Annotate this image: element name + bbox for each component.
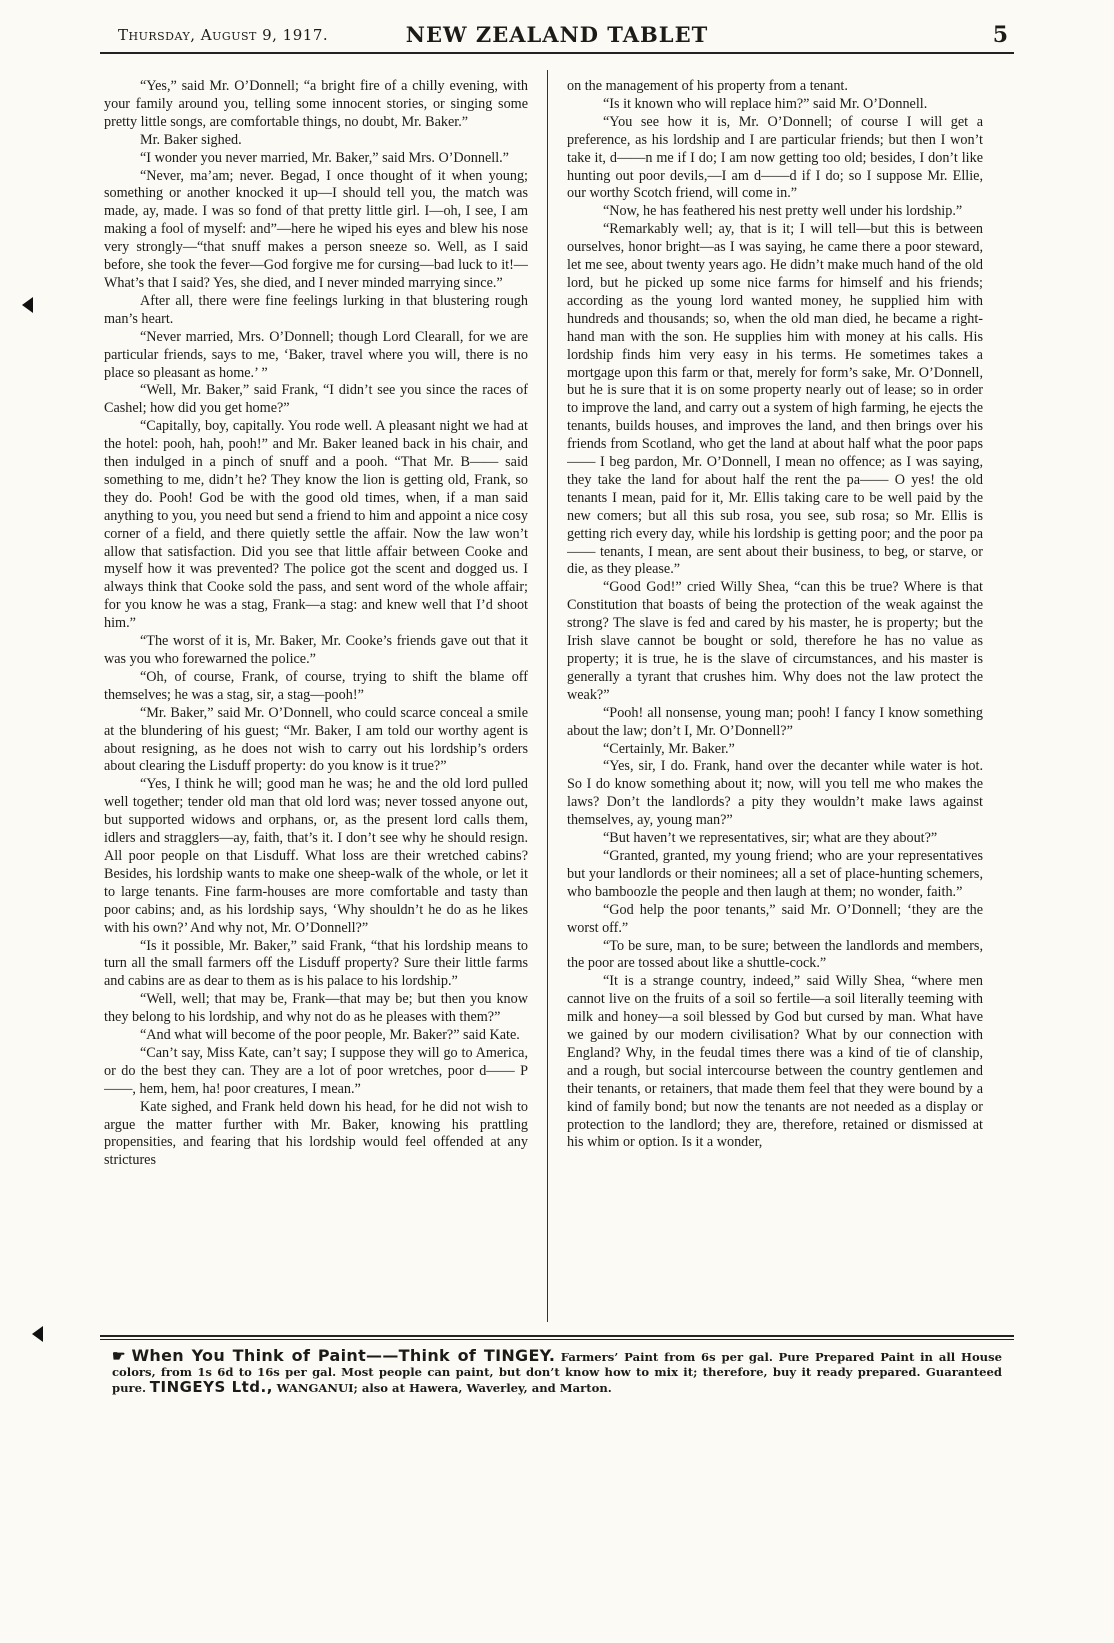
ad-headline-brand: Think of TINGEY. (398, 1346, 556, 1365)
paragraph: “The worst of it is, Mr. Baker, Mr. Cooke’s friends gave out that it was you who forewarned the police.” (104, 633, 528, 667)
paragraph: “Can’t say, Miss Kate, can’t say; I suppose they will go to America, or do the best they can. They are a lot of poor wretches, poor d—— P——, hem, hem, ha! poor creatures, I mean.” (104, 1044, 528, 1097)
paragraph: “Is it known who will replace him?” said Mr. O’Donnell. (603, 95, 928, 112)
ad-location: WANGANUI; also at Hawera, Waverley, and Marton. (276, 1381, 612, 1395)
paragraph: “Good God!” cried Willy Shea, “can this be true? Where is that Constitution that boasts of being the protection of the weak against the strong? The slave is fed and cared by his master, he is property; but the Irish slave cannot be bought or sold, therefore he has no value as property; it is true, he is the slave of circumstances, and his master is generally a tyrant that crushes him. Why does not the law protect the weak?” (567, 579, 983, 703)
paragraph: “But haven’t we representatives, sir; what are they about?” (603, 830, 938, 847)
margin-arrow-icon (22, 297, 33, 313)
paragraph: After all, there were fine feelings lurking in that blustering rough man’s heart. (104, 292, 528, 327)
paragraph: “Certainly, Mr. Baker.” (603, 740, 735, 757)
paragraph: “Granted, granted, my young friend; who are your representatives but your landlords or their nominees; all a set of place-hunting schemers, who bamboozle the people and then laugh at them; no wonder, faith.” (567, 847, 983, 900)
ad-tagline: Farmers’ Paint from 6s per gal. (560, 1350, 773, 1364)
ad-company: TINGEYS Ltd., (149, 1378, 273, 1396)
paragraph: Kate sighed, and Frank held down his head, for he did not wish to argue the matter further with Mr. Baker, knowing his prattling propensities, and fearing that his lordship would feel offended at any strictures (104, 1098, 528, 1169)
paragraph: “Yes,” said Mr. O’Donnell; “a bright fire of a chilly evening, with your family around you, telling some innocent stories, or singing some pretty little songs, are comfortable things, no doubt, Mr. Baker.” (104, 78, 528, 130)
paragraph: “God help the poor tenants,” said Mr. O’Donnell; ‘they are the worst off.” (567, 901, 983, 936)
paragraph: “Never married, Mrs. O’Donnell; though Lord Clearall, for we are particular friends, says to me, ‘Baker, travel where you will, there is no place so pleasant as home.’ ” (104, 328, 528, 381)
footer-rule (100, 1339, 1014, 1340)
paragraph: “Never, ma’am; never. Begad, I once thought of it when young; something or another knocked it up—I should tell you, the match was made, ay, made. I was so fond of that pretty little girl. I—oh, I see, I am making a fool of myself: and”—here he wiped his eyes and blew his nose very strongly—“that snuff makes a person sneeze so. Well, as I said before, she took the fever—God forgive me for cursing—bad luck to it!—What’s that I said? Yes, she died, and I never minded marrying since.” (104, 167, 528, 291)
issue-date: Thursday, August 9, 1917. (118, 26, 329, 44)
paragraph: “Well, well; that may be, Frank—that may be; but then you know they belong to his lordship, and why not do as he pleases with them?” (104, 991, 528, 1026)
paragraph: “Yes, I think he will; good man he was; he and the old lord pulled well together; tender old man that old lord was; never tossed anyone out, but supported widows and orphans, or, as the present lord calls them, idlers and stragglers—ay, faith, that’s it. I don’t see why he should resign. All poor people on that Lisduff. What loss are their wretched cabins? Besides, his lordship wants to make one sheep-walk of the whole, or let it to large tenants. Fine farm-houses are more comfortable and tasty than poor cabins; and, as his lordship says, ‘Why shouldn’t he do as he likes with his own?’ And why not, Mr. O’Donnell?” (104, 776, 528, 936)
page-number: 5 (992, 22, 1008, 48)
article-column-left (104, 78, 528, 1316)
publication-title: NEW ZEALAND TABLET (405, 22, 709, 47)
margin-arrow-icon (32, 1326, 43, 1342)
paragraph: “Pooh! all nonsense, young man; pooh! I fancy I know something about the law; don’t I, Mr. O’Donnell?” (567, 704, 983, 739)
pointing-hand-icon: ☛ (112, 1347, 126, 1365)
ad-body: Most people can paint, but don’t know how to mix it; therefore, buy it ready prepared. Guaranteed pure. (112, 1365, 1002, 1395)
paragraph: “I wonder you never married, Mr. Baker,” said Mrs. O’Donnell.” (140, 149, 509, 166)
paragraph: “Capitally, boy, capitally. You rode well. A pleasant night we had at the hotel: pooh, hah, pooh!” and Mr. Baker leaned back in his chair, and then indulged in a pinch of snuff and a pooh. “That Mr. B—— said something to me, didn’t he? They know the lion is getting old, Frank, so they do. Pooh! God be with the good old times, when, if a man said anything to you, you need but send a friend to him and appoint a nice cosy corner of a field, and there quietly settle the affair. Now the law won’t allow that satisfaction. Did you see that little affair between Cooke and myself how it was prevented? The police got the scent and dogged us. I always think that Cooke sold the pass, and sent word of the whole affair; for you know he was a stag, Frank—a stag: and knew well that I’d shoot him.” (104, 418, 528, 632)
paragraph: “Yes, sir, I do. Frank, hand over the decanter while water is hot. So I do know something about it; now, will you tell me who makes the laws? Don’t the landlords? a pity they wouldn’t make laws against themselves, ay, young man?” (567, 758, 983, 829)
paragraph: “Mr. Baker,” said Mr. O’Donnell, who could scarce conceal a smile at the blundering of his guest; “Mr. Baker, I am told our worthy agent is about resigning, as he does not wish to carry out his lordship’s orders about clearing the Lisduff property: do you know is it true?” (104, 704, 528, 775)
paragraph: “It is a strange country, indeed,” said Willy Shea, “where men cannot live on the fruits of a soil so fertile—a soil literally teeming with milk and honey—a soil blessed by God but cursed by man. What have we gained by our modern civilisation? What by our connection with England? Why, in the feudal times there was a kind of tie of clanship, and a rough, but social intercourse between the country gentlemen and their tenants, or retainers, that made them feel that they were bound by a kind of family bond; but now the tenants are not needed as a display or protection to the landlord; they are, therefore, retained or dismissed at his whim or option. Is it a wonder, (567, 973, 983, 1151)
article-column-right (567, 78, 983, 1316)
paragraph: “Remarkably well; ay, that is it; I will tell—but this is between ourselves, honor bright—as I was saying, he came there a poor steward, let me see, about twenty years ago. He didn’t make much hand of the old lord, but he picked up some nice farms for himself and his friends; according as the young lord wanted money, he supplied him with hundreds and thousands; so, when the old man died, he became a right-hand man with the son. He supplies him with money at his calls. His lordship finds him very easy in his terms. He sometimes takes a mortgage upon this farm or that, merely for form’s sake, Mr. O’Donnell, but he is sure that it is on some property nearly out of lease; so in order to improve the land, and carry out a system of high farming, he ejects the tenants, builds houses, and improves the land, and then brings over his friends from Scotland, who get the land at about half what the poor paps—— I beg pardon, Mr. O’Donnell, I mean no offence; as I was saying, they take the land for about half the rent the pa—— O yes! the old tenants I mean, paid for it, Mr. Ellis taking care to be well paid by the new comers; but all this sub rosa, you see, sub rosa; so Mr. Ellis is getting rich every day, while his lordship is getting poor; and the poor pa—— tenants, I mean, are sent about their business, to beg, or starve, or die, as they please.” (567, 221, 983, 578)
paragraph: “Now, he has feathered his nest pretty well under his lordship.” (603, 203, 963, 220)
ad-body: Pure Prepared Paint in all House colors, from 1s 6d to 16s per gal. (112, 1350, 1003, 1379)
page-header (100, 22, 1014, 54)
paint-advertisement: ☛ When You Think of Paint——Think of TINGEY. Farmers’ Paint from 6s per gal. Pure Prepared Paint in all House colors, from 1s 6d to 16s per gal. Most people can paint, but don’t know how to mix it; therefore, buy it ready prepared. Guaranteed pure. TINGEYS Ltd., WANGANUI; also at Hawera, Waverley, and Marton. (112, 1346, 1003, 1396)
paragraph: “Well, Mr. Baker,” said Frank, “I didn’t see you since the races of Cashel; how did you get home?” (104, 382, 528, 417)
paragraph: “Oh, of course, Frank, of course, trying to shift the blame off themselves; he was a stag, sir, a stag—pooh!” (104, 668, 528, 703)
paragraph: “To be sure, man, to be sure; between the landlords and members, the poor are tossed about like a shuttle-cock.” (567, 937, 983, 972)
paragraph: “Is it possible, Mr. Baker,” said Frank, “that his lordship means to turn all the small farmers off the Lisduff property? Sure their little farms and cabins are as dear to them as is his palace to his lordship.” (104, 937, 528, 990)
column-divider (547, 70, 548, 1322)
footer-rule (100, 1335, 1014, 1337)
ad-headline: When You Think of Paint (131, 1346, 367, 1365)
paragraph: Mr. Baker sighed. (140, 131, 242, 148)
paragraph: on the management of his property from a tenant. (567, 78, 848, 94)
paragraph: “You see how it is, Mr. O’Donnell; of course I will get a preference, as his lordship and I are particular friends; but then I won’t take it, d——n me if I do; I am now getting too old; besides, I don’t like hunting out poor devils,—I am d——d if I do; so I suppose Mr. Ellie, our worthy Scotch friend, will come in.” (567, 113, 983, 202)
paragraph: “And what will become of the poor people, Mr. Baker?” said Kate. (140, 1027, 520, 1044)
